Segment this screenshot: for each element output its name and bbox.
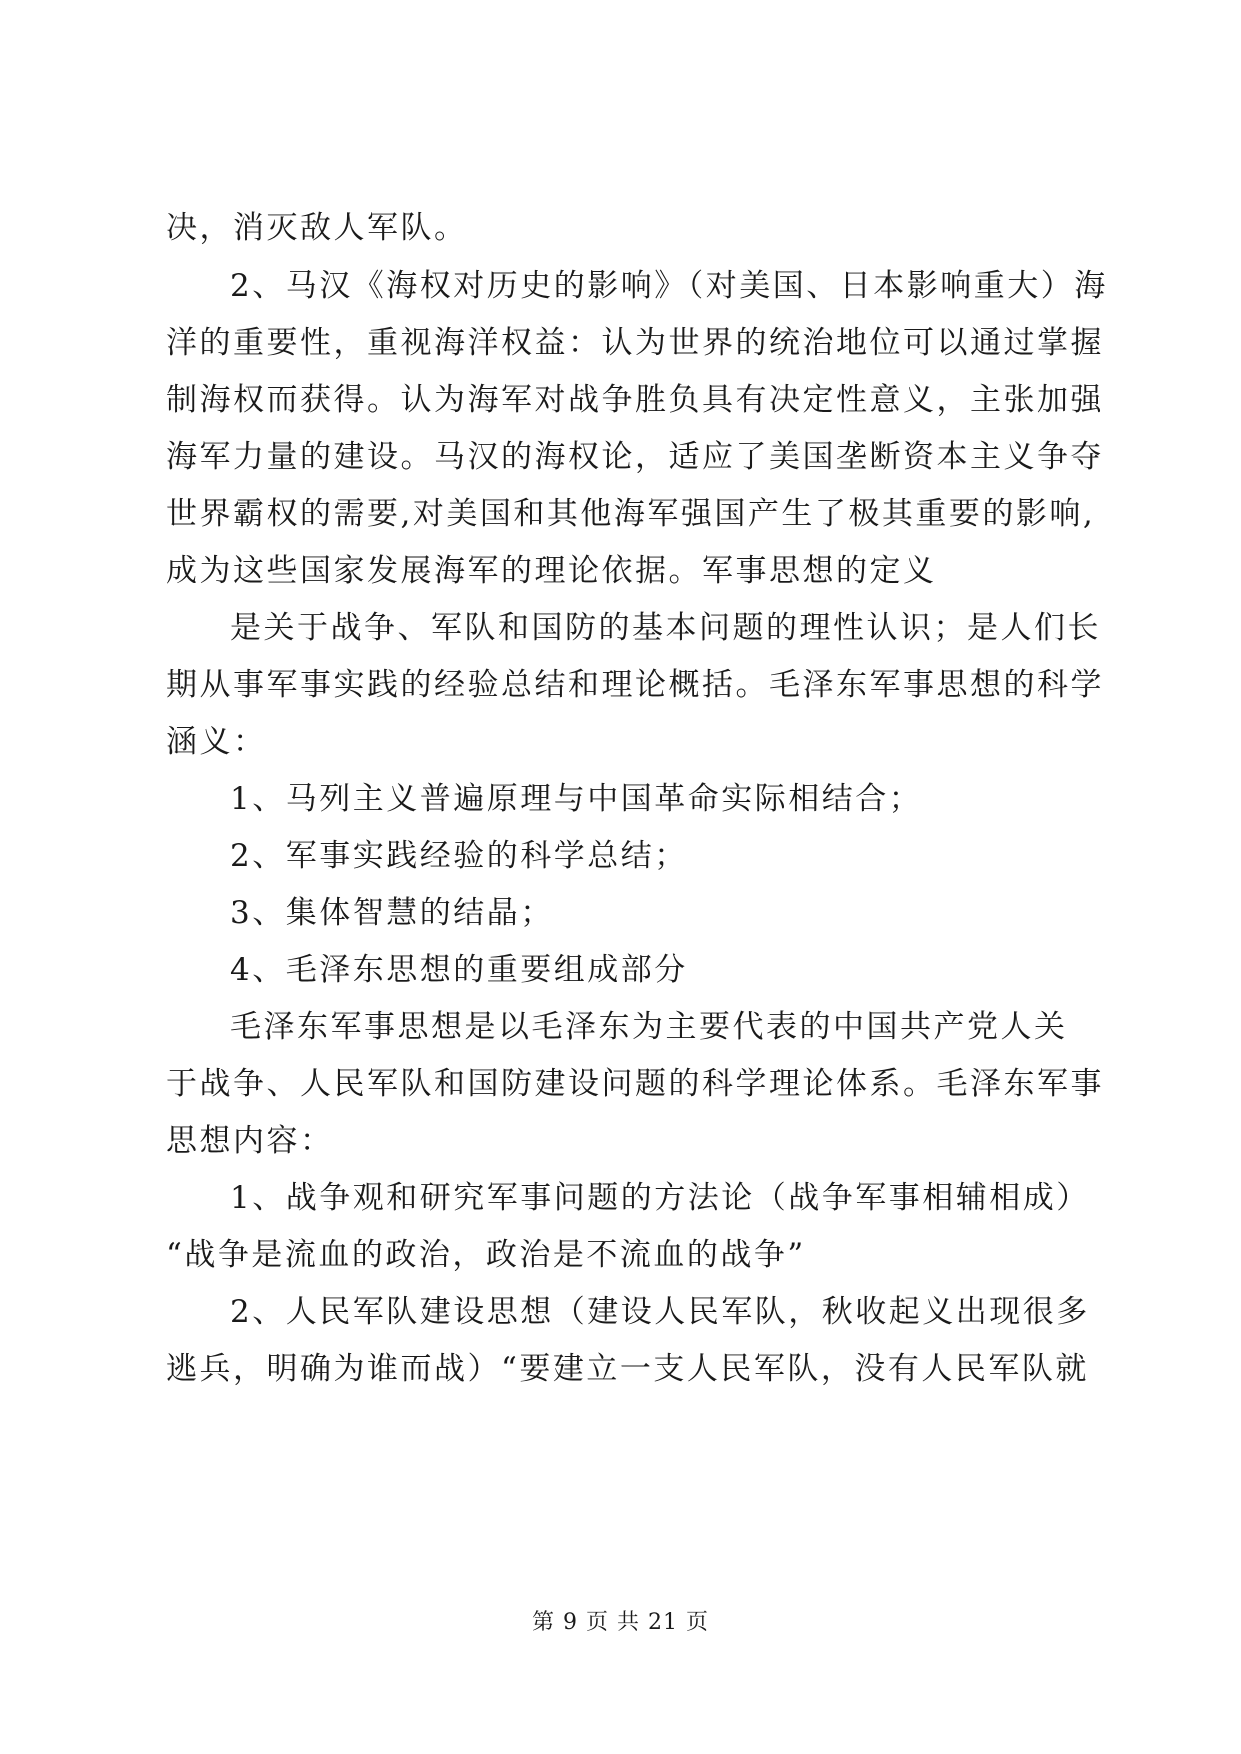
text-line: 3、集体智慧的结晶； [230,895,554,931]
text-line: 2、马汉《海权对历史的影响》（对美国、日本影响重大）海 [230,268,1108,304]
text-line: 洋的重要性，重视海洋权益：认为世界的统治地位可以通过掌握 [166,325,1104,361]
text-line: 逃兵，明确为谁而战）“要建立一支人民军队，没有人民军队就 [166,1351,1089,1387]
text-line: “战争是流血的政治，政治是不流血的战争” [166,1237,806,1273]
text-line: 1、战争观和研究军事问题的方法论（战争军事相辅相成） [230,1180,1090,1216]
page-number-footer: 第 9 页 共 21 页 [532,1610,709,1635]
text-line: 海军力量的建设。马汉的海权论，适应了美国垄断资本主义争夺 [166,439,1104,475]
text-line: 1、马列主义普遍原理与中国革命实际相结合； [230,781,923,817]
text-line: 期从事军事实践的经验总结和理论概括。毛泽东军事思想的科学 [166,667,1104,703]
text-line: 涵义： [166,724,267,760]
text-line: 2、军事实践经验的科学总结； [230,838,688,874]
text-line: 4、毛泽东思想的重要组成部分 [230,952,688,988]
text-line: 决，消灭敌人军队。 [166,210,468,246]
text-line: 制海权而获得。认为海军对战争胜负具有决定性意义，主张加强 [166,382,1104,418]
text-line: 成为这些国家发展海军的理论依据。军事思想的定义 [166,553,937,589]
text-line: 是关于战争、军队和国防的基本问题的理性认识；是人们长 [230,610,1101,646]
text-line: 毛泽东军事思想是以毛泽东为主要代表的中国共产党人关 [230,1009,1068,1045]
text-line: 思想内容： [166,1123,334,1159]
text-line: 于战争、人民军队和国防建设问题的科学理论体系。毛泽东军事 [166,1066,1104,1102]
text-line: 2、人民军队建设思想（建设人民军队，秋收起义出现很多 [230,1294,1090,1330]
text-line: 世界霸权的需要,对美国和其他海军强国产生了极其重要的影响, [166,496,1096,532]
